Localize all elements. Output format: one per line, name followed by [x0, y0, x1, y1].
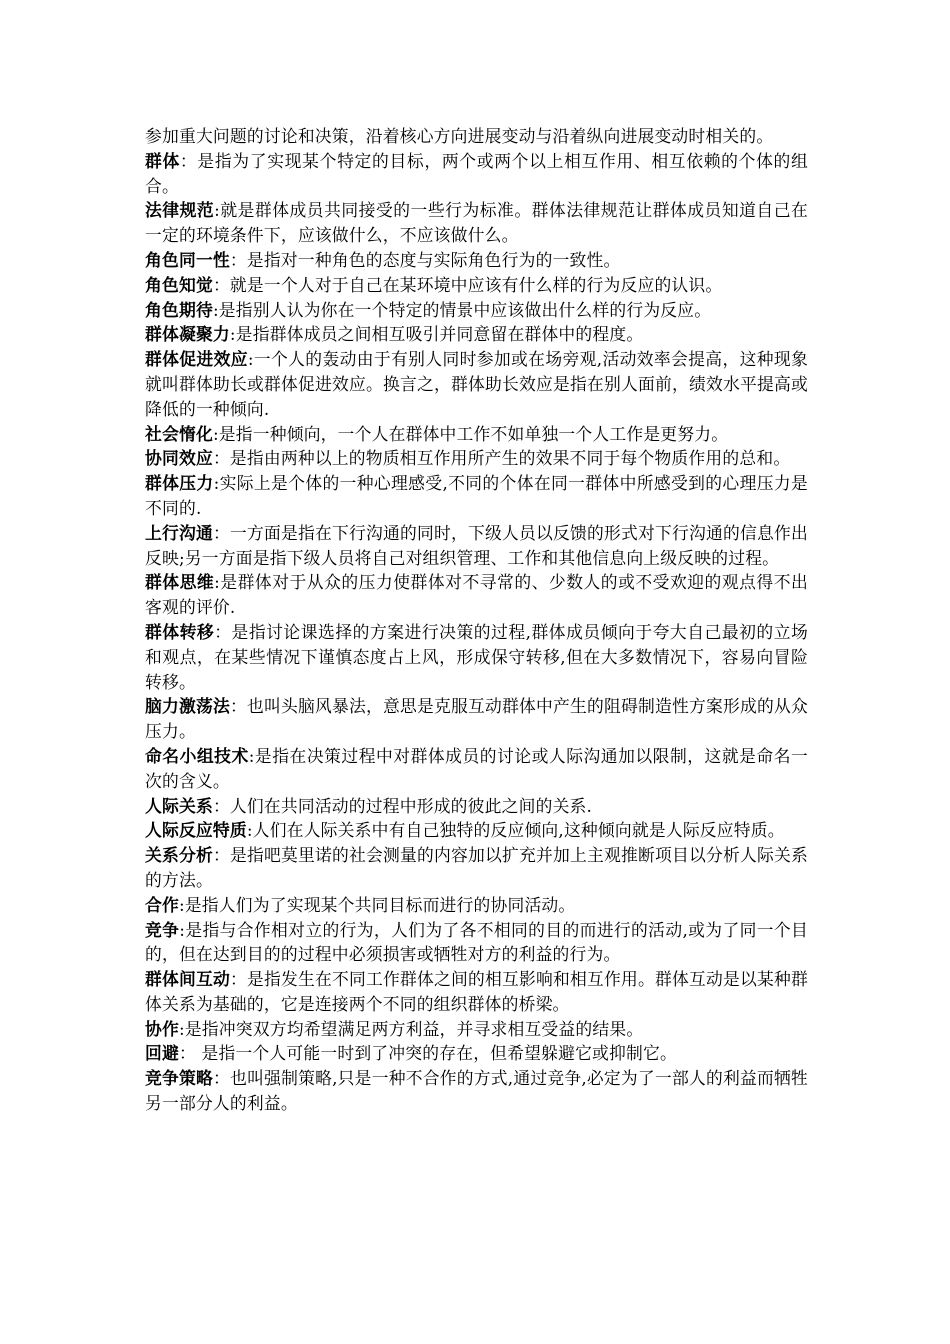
glossary-separator: : — [212, 299, 219, 320]
glossary-definition: 是指对一种角色的态度与实际角色行为的一致性。 — [246, 249, 621, 270]
glossary-separator: : — [214, 572, 221, 593]
glossary-separator: : — [179, 919, 186, 940]
glossary-definition: 是指讨论课选择的方案进行决策的过程,群体成员倾向于夸大自己最初的立场和观点，在某些情况下谨慎态度占上风，形成保守转移,但在大多数情况下，容易向冒险转移。 — [145, 621, 809, 692]
glossary-definition: 是指在决策过程中对群体成员的讨论或人际沟通加以限制，这就是命名一次的含义。 — [145, 745, 809, 791]
glossary-entry — [145, 347, 808, 421]
glossary-definition: 人们在人际关系中有自己独特的反应倾向,这种倾向就是人际反应特质。 — [252, 820, 785, 841]
glossary-separator: ： — [213, 845, 230, 866]
glossary-term: 群体转移 — [145, 621, 215, 642]
glossary-term: 协作 — [145, 1018, 179, 1039]
document-page — [145, 124, 808, 1116]
glossary-term: 命名小组技术 — [145, 745, 249, 766]
glossary-entry — [145, 248, 808, 273]
glossary-entry — [145, 521, 808, 571]
glossary-term: 群体思维 — [145, 572, 215, 593]
glossary-definition: 是指别人认为你在一个特定的情景中应该做出什么样的行为反应。 — [218, 299, 712, 320]
glossary-term: 竞争 — [145, 919, 180, 940]
glossary-definition: 是指吧莫里诺的社会测量的内容加以扩充并加上主观推断项目以分析人际关系的方法。 — [145, 845, 808, 890]
glossary-term: 法律规范 — [145, 200, 215, 221]
glossary-separator: : — [246, 820, 253, 841]
glossary-separator: ： — [213, 522, 230, 543]
glossary-term: 人际关系 — [145, 795, 213, 816]
glossary-term: 合作 — [145, 894, 179, 915]
glossary-entry — [145, 818, 808, 843]
glossary-definition: 一个人的轰动由于有别人同时参加或在场旁观,活动效率会提高，这种现象就叫群体助长或群体促进效应。换言之，群体助长效应是指在别人面前，绩效水平提高或降低的一种倾向. — [145, 349, 808, 419]
glossary-separator: ： — [214, 621, 232, 642]
glossary-separator: ： — [212, 795, 230, 816]
glossary-separator: : — [248, 745, 255, 766]
glossary-separator: ： — [229, 249, 247, 270]
glossary-separator: : — [214, 200, 221, 221]
glossary-definition: 就是群体成员共同接受的一些行为标准。群体法律规范让群体成员知道自己在一定的环境条件下，应该做什么，不应该做什么。 — [145, 200, 808, 246]
glossary-definition: 是指与合作相对立的行为，人们为了各不相同的目的而进行的活动,或为了同一个目的，但在达到目的的过程中必须损害或牺牲对方的利益的行为。 — [145, 919, 808, 965]
glossary-entry — [145, 918, 808, 968]
glossary-entry — [145, 298, 808, 323]
glossary-separator: ： — [213, 1068, 231, 1089]
glossary-term: 角色知觉 — [145, 274, 213, 295]
glossary-term: 关系分析 — [145, 845, 213, 866]
glossary-separator: : — [178, 1018, 185, 1039]
glossary-entry — [145, 893, 808, 918]
glossary-definition: 是指发生在不同工作群体之间的相互影响和相互作用。群体互动是以某种群体关系为基础的，它是连接两个不同的组织群体的桥梁。 — [145, 969, 808, 1014]
glossary-separator: : — [229, 324, 236, 345]
glossary-term: 群体压力 — [145, 473, 214, 494]
glossary-definition: 是指为了实现某个特定的目标，两个或两个以上相互作用、相互依赖的个体的组合。 — [145, 150, 808, 196]
glossary-entry — [145, 1041, 808, 1066]
glossary-definition: 人们在共同活动的过程中形成的彼此之间的关系. — [229, 795, 593, 816]
glossary-term: 协同效应 — [145, 448, 213, 469]
glossary-separator: : — [212, 423, 219, 444]
glossary-entry — [145, 744, 808, 794]
intro-paragraph: 参加重大问题的讨论和决策，沿着核心方向进展变动与沿着纵向进展变动时相关的。 — [145, 126, 774, 146]
glossary-term: 上行沟通 — [145, 522, 213, 543]
glossary-term: 竞争策略 — [145, 1068, 214, 1089]
glossary-entry — [145, 446, 808, 471]
glossary-term: 群体凝聚力 — [145, 324, 230, 345]
glossary-term: 群体 — [145, 150, 180, 171]
glossary-term: 回避 — [145, 1043, 179, 1064]
glossary-entry — [145, 794, 808, 819]
glossary-separator: ： — [230, 696, 247, 717]
glossary-term: 群体促进效应 — [145, 349, 248, 370]
glossary-term: 群体间互动 — [145, 969, 230, 990]
glossary-entry — [145, 843, 808, 893]
glossary-entry — [145, 198, 808, 248]
glossary-entry — [145, 149, 808, 199]
glossary-term: 脑力激荡法 — [145, 696, 230, 717]
glossary-definition: 是指群体成员之间相互吸引并同意留在群体中的程度。 — [235, 324, 644, 345]
glossary-entry — [145, 570, 808, 620]
glossary-definition: 是指由两种以上的物质相互作用所产生的效果不同于每个物质作用的总和。 — [229, 448, 791, 469]
glossary-definition: 也叫强制策略,只是一种不合作的方式,通过竞争,必定为了一部人的利益而牺牲另一部分人的利益。 — [145, 1068, 808, 1114]
glossary-definition: 是指一个人可能一时到了冲突的存在，但希望躲避它或抑制它。 — [195, 1043, 677, 1064]
glossary-entry — [145, 322, 808, 347]
glossary-separator: : — [178, 894, 185, 915]
glossary-list — [145, 149, 808, 1116]
glossary-term: 人际反应特质 — [145, 820, 247, 841]
glossary-definition: 一方面是指在下行沟通的同时，下级人员以反馈的形式对下行沟通的信息作出反映;另一方面是指下级人员将自己对组织管理、工作和其他信息向上级反映的过程。 — [145, 522, 808, 568]
glossary-definition: 就是一个人对于自己在某环境中应该有什么样的行为反应的认识。 — [229, 274, 723, 295]
glossary-definition: 是指一种倾向，一个人在群体中工作不如单独一个人工作是更努力。 — [218, 423, 729, 444]
glossary-entry — [145, 694, 808, 744]
glossary-entry — [145, 1066, 808, 1116]
glossary-entry — [145, 967, 808, 1017]
glossary-separator: ： — [212, 274, 230, 295]
glossary-entry — [145, 273, 808, 298]
glossary-definition: 是群体对于从众的压力使群体对不寻常的、少数人的或不受欢迎的观点得不出客观的评价. — [145, 572, 808, 618]
glossary-term: 角色期待 — [145, 299, 213, 320]
glossary-entry — [145, 1017, 808, 1042]
glossary-separator: ： — [179, 150, 198, 171]
glossary-term: 角色同一性 — [145, 249, 230, 270]
glossary-separator: ： — [178, 1043, 196, 1064]
glossary-term: 社会惰化 — [145, 423, 213, 444]
glossary-separator: ： — [212, 448, 230, 469]
glossary-entry — [145, 471, 808, 521]
glossary-definition: 实际上是个体的一种心理感受,不同的个体在同一群体中所感受到的心理压力是不同的. — [145, 473, 808, 518]
glossary-definition: 是指人们为了实现某个共同目标而进行的协同活动。 — [184, 894, 576, 915]
glossary-entry — [145, 620, 808, 694]
glossary-definition: 是指冲突双方均希望满足两方利益，并寻求相互受益的结果。 — [184, 1018, 644, 1039]
glossary-definition: 也叫头脑风暴法，意思是克服互动群体中产生的阻碍制造性方案形成的从众压力。 — [145, 696, 808, 742]
glossary-separator: : — [213, 473, 220, 494]
glossary-separator: ： — [230, 969, 247, 990]
glossary-separator: : — [247, 349, 254, 370]
glossary-entry — [145, 422, 808, 447]
